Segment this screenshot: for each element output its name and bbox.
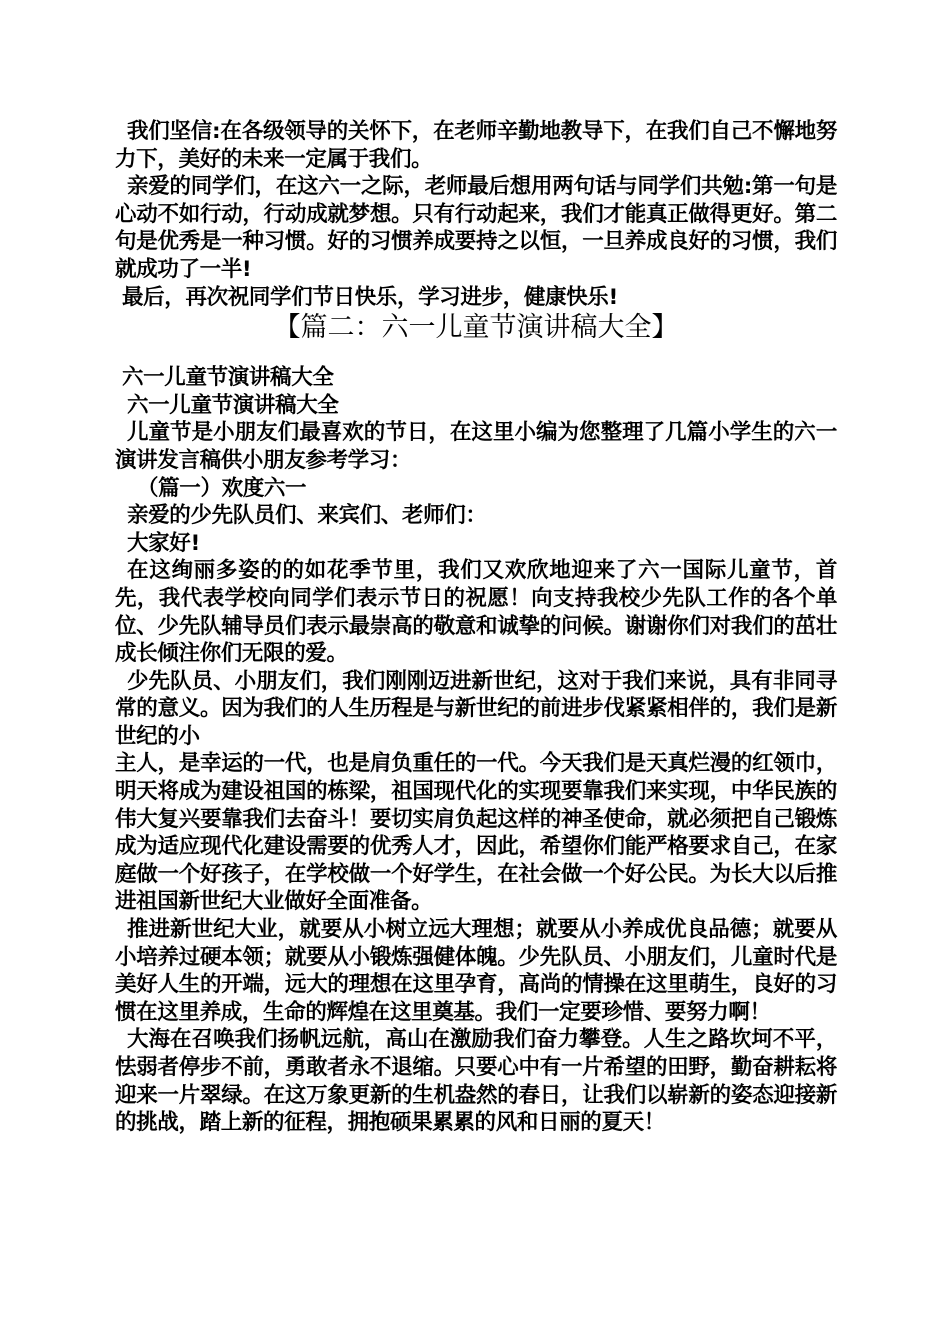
document-body	[115, 118, 837, 1137]
salutation: 亲爱的少先队员们、来宾们、老师们：	[127, 503, 487, 529]
paragraph-body-4: 大海在召唤我们扬帆远航，高山在激励我们奋力攀登。人生之路坎坷不平，怯弱者停步不前，勇敢者永不退缩。只要心中有一片希望的田野，勤奋耕耘将迎来一片翠绿。在这万象更新的生机盎然的春日，让我们以崭新的姿态迎接新的挑战，踏上新的征程，拥抱硕果累累的风和日丽的夏天！	[115, 1027, 837, 1136]
part-label: （篇一）欢度六一	[137, 475, 307, 501]
section-heading: 【篇二：六一儿童节演讲稿大全】	[273, 312, 679, 344]
greeting: 大家好!	[127, 530, 200, 556]
paragraph-encouragement: 亲爱的同学们，在这六一之际，老师最后想用两句话与同学们共勉:第一句是心动不如行动，行动成就梦想。只有行动起来，我们才能真正做得更好。第二句是优秀是一种习惯。好的习惯养成要持之以恒，一旦养成良好的习惯，我们就成功了一半!	[115, 174, 837, 282]
paragraph-belief: 我们坚信:在各级领导的关怀下，在老师辛勤地教导下，在我们自己不懈地努力下，美好的未来一定属于我们。	[115, 119, 837, 172]
speech-title: 六一儿童节演讲稿大全	[122, 365, 334, 391]
paragraph-body-2b: 主人，是幸运的一代，也是肩负重任的一代。今天我们是天真烂漫的红领巾，明天将成为建设祖国的栋梁，祖国现代化的实现要靠我们来实现，中华民族的伟大复兴要靠我们去奋斗！要切实肩负起这样的神圣使命，就必须把自己锻炼成为适应现代化建设需要的优秀人才，因此，希望你们能严格要求自己，在家庭做一个好孩子，在学校做一个好学生，在社会做一个好公民。为长大以后推进祖国新世纪大业做好全面准备。	[115, 751, 837, 915]
speech-subtitle: 六一儿童节演讲稿大全	[127, 392, 339, 418]
paragraph-body-3: 推进新世纪大业，就要从小树立远大理想；就要从小养成优良品德；就要从小培养过硬本领；就要从小锻炼强健体魄。少先队员、小朋友们，儿童时代是美好人生的开端，远大的理想在这里孕育，高尚的情操在这里萌生，良好的习惯在这里养成，生命的辉煌在这里奠基。我们一定要珍惜、要努力啊！	[115, 917, 837, 1025]
paragraph-closing-wish: 最后，再次祝同学们节日快乐，学习进步，健康快乐!	[122, 284, 618, 310]
paragraph-body-1: 在这绚丽多姿的的如花季节里，我们又欢欣地迎来了六一国际儿童节，首先，我代表学校向同学们表示节日的祝愿！向支持我校少先队工作的各个单位、少先队辅导员们表示最崇高的敬意和诚挚的问候。谢谢你们对我们的茁壮成长倾注你们无限的爱。	[115, 558, 837, 667]
paragraph-intro: 儿童节是小朋友们最喜欢的节日，在这里小编为您整理了几篇小学生的六一演讲发言稿供小朋友参考学习：	[115, 420, 837, 473]
paragraph-body-2a: 少先队员、小朋友们，我们刚刚迈进新世纪，这对于我们来说，具有非同寻常的意义。因为我们的人生历程是与新世纪的前进步伐紧紧相伴的，我们是新世纪的小	[115, 668, 837, 749]
